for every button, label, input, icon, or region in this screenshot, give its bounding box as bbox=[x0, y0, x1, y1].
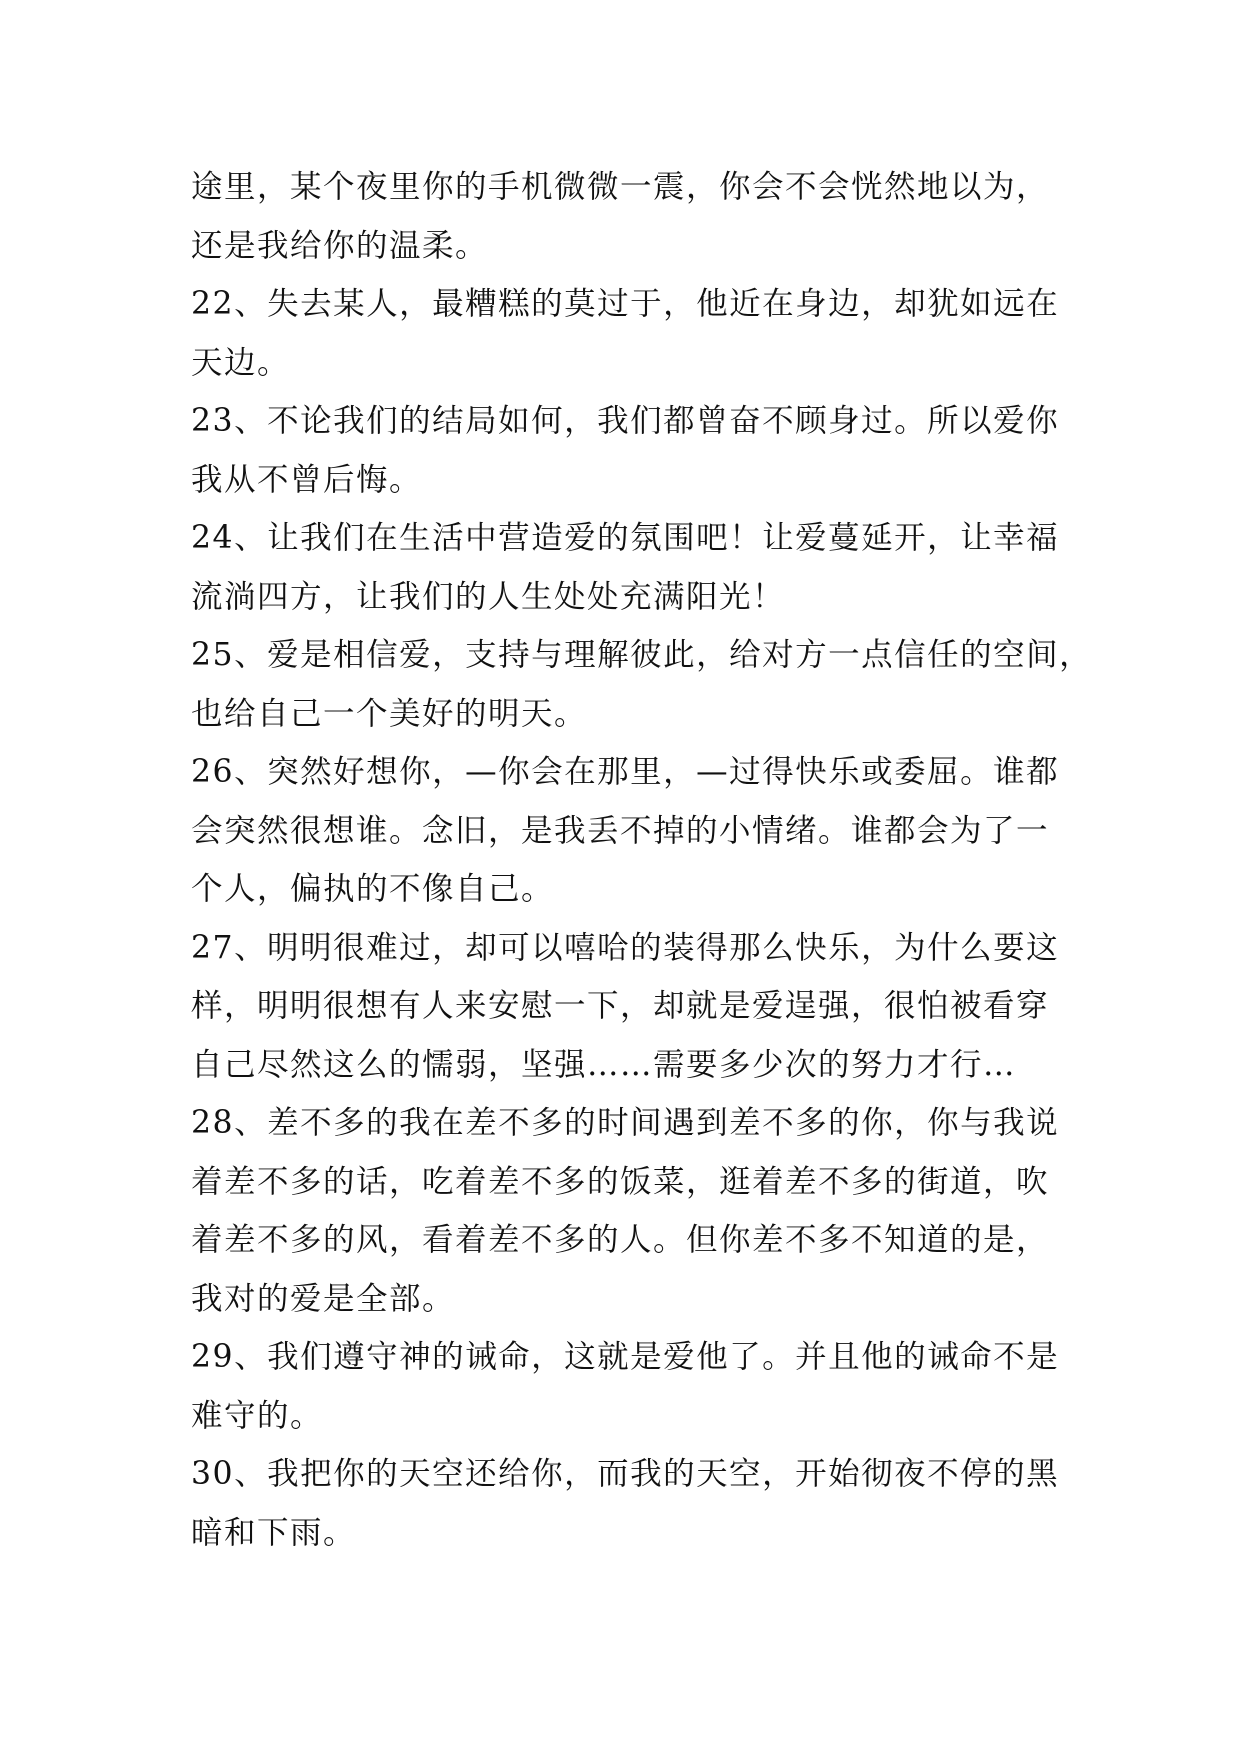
text-line: 30、我把你的天空还给你，而我的天空，开始彻夜不停的黑 bbox=[191, 1456, 1060, 1492]
text-line: 25、爱是相信爱，支持与理解彼此，给对方一点信任的空间， bbox=[191, 637, 1093, 673]
text-line: 我对的爱是全部。 bbox=[191, 1280, 456, 1317]
text-line: 29、我们遵守神的诫命，这就是爱他了。并且他的诫命不是 bbox=[191, 1339, 1060, 1375]
text-line: 也给自己一个美好的明天。 bbox=[191, 695, 588, 732]
text-line: 自己尽然这么的懦弱，坚强……需要多少次的努力才行… bbox=[191, 1046, 1017, 1083]
text-line: 还是我给你的温柔。 bbox=[191, 227, 489, 264]
text-line: 暗和下雨。 bbox=[191, 1514, 357, 1551]
text-line: 难守的。 bbox=[191, 1397, 324, 1434]
text-line: 样，明明很想有人来安慰一下，却就是爱逞强，很怕被看穿 bbox=[191, 988, 1050, 1024]
text-line: 我从不曾后悔。 bbox=[191, 461, 423, 498]
text-line: 会突然很想谁。念旧，是我丢不掉的小情绪。谁都会为了一 bbox=[191, 812, 1050, 849]
text-line: 23、不论我们的结局如何，我们都曾奋不顾身过。所以爱你 bbox=[191, 403, 1060, 439]
text-line: 途里，某个夜里你的手机微微一震，你会不会恍然地以为， bbox=[191, 169, 1050, 205]
body-text bbox=[191, 158, 1093, 1562]
text-line: 个人，偏执的不像自己。 bbox=[191, 871, 555, 907]
text-line: 24、让我们在生活中营造爱的氛围吧！让爱蔓延开，让幸福 bbox=[191, 520, 1060, 556]
text-line: 流淌四方，让我们的人生处处充满阳光！ bbox=[191, 578, 786, 615]
text-line: 着差不多的风，看着差不多的人。但你差不多不知道的是， bbox=[191, 1222, 1050, 1258]
text-line: 天边。 bbox=[191, 344, 291, 381]
text-line: 27、明明很难过，却可以嘻哈的装得那么快乐，为什么要这 bbox=[191, 929, 1060, 966]
text-line: 26、突然好想你，—你会在那里，—过得快乐或委屈。谁都 bbox=[191, 754, 1060, 790]
text-line: 着差不多的话，吃着差不多的饭菜，逛着差不多的街道，吹 bbox=[191, 1163, 1050, 1200]
text-line: 22、失去某人，最糟糕的莫过于，他近在身边，却犹如远在 bbox=[191, 286, 1060, 322]
text-line: 28、差不多的我在差不多的时间遇到差不多的你，你与我说 bbox=[191, 1105, 1060, 1141]
